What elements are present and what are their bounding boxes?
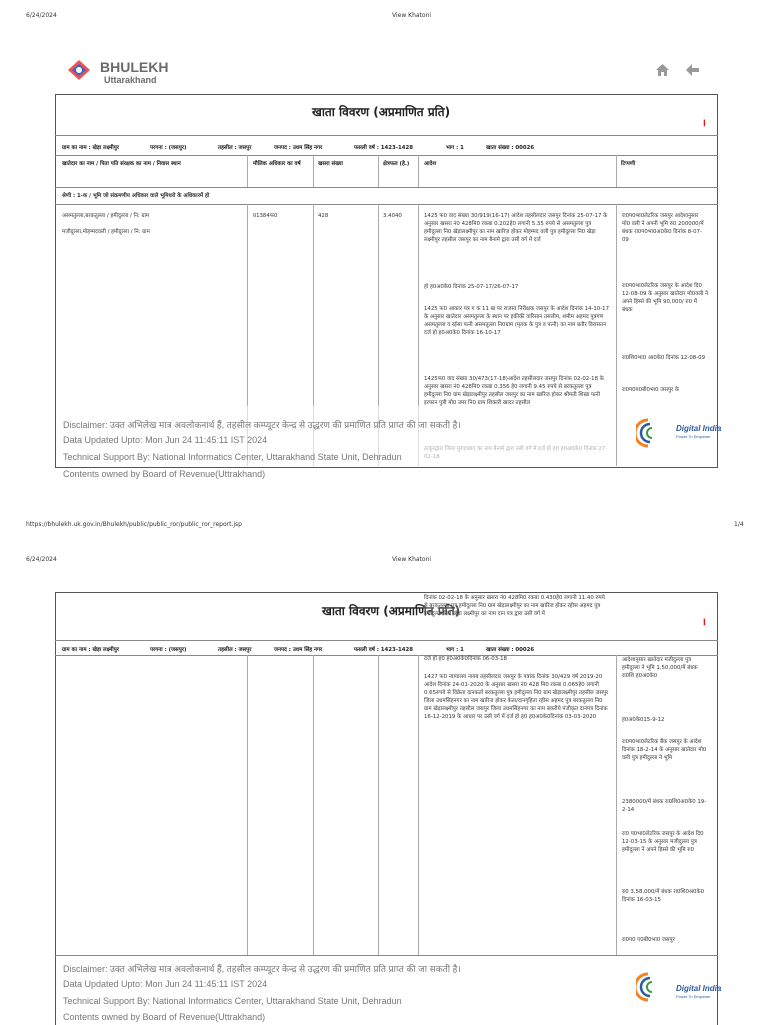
technical-support-2: Technical Support By: National Informatics Center, Uttarakhand State Unit, Dehradun	[63, 996, 402, 1006]
tehsil-2: तहसील : जसपुर	[218, 647, 252, 653]
digital-india-title: Digital India	[676, 424, 722, 433]
area-value: 3.4040	[383, 213, 402, 219]
order-1-tail: हो ह0अ0के0 दिनांक 25-07-17/26-07-17	[424, 284, 519, 290]
remark-4: रा0प0प0बी0भा0 जसपुर के	[622, 387, 680, 393]
data-updated: Data Updated Upto: Mon Jun 24 11:45:11 IST 2024	[63, 435, 268, 445]
technical-support: Technical Support By: National Informatics Center, Uttarakhand State Unit, Dehradun	[63, 452, 402, 462]
khasra-number: 428	[318, 213, 329, 219]
col-area: क्षेत्रफल (हे.)	[383, 161, 410, 167]
remark-2-6: रु0 3,58,000/में बंधक रा0शि0अ0के0 दिनांक 16-03-15	[622, 889, 705, 903]
logo-sub: Uttarakhand	[104, 75, 157, 85]
print-title-2: View Khatoni	[392, 556, 432, 563]
remark-2-1: आदेशानुसार खातेदार मजीदुल्ला पुत्र हमीदुल्ला ने भूमि 1,50,000/में बंधक रा0शि ह0अ0के0	[622, 657, 698, 679]
digital-india-title-2: Digital India	[676, 984, 722, 993]
order-1: 1425 फ0 वाद संख्या 30/919(16-17) आदेश तहसीलदार जसपुर दिनांक 25-07-17 के अनुसार खसरा नं0 428मि0 रकबा 0.202हे0 लगानी 5.35 रुपये से असमतुल्ला पुत्र हमीदुल्ला नि0 खेड़ालक्ष्मीपुर का नाम खारिज होकर मोहम्मद वली पुत्र हमीदुल्ला नि0 खेड़ा लक्ष्मीपुर तहसील जसपुर का नाम बैनामे द्वारा उसी वर्ग में दर्ज	[424, 213, 608, 243]
logo-name: BHULEKH	[100, 59, 169, 75]
remark-2-5: रा0 प0भा0लेटरिक जसपुर के आदेश दि0 12-03-15 के अनुसार मजीदुल्ला पुत्र हमीदुल्ला ने अपने हिस्से की भूमि रु0	[622, 831, 704, 853]
document-title-2: खाता विवरण (अप्रमाणित प्रति)	[322, 604, 461, 618]
fasli-year-2: फसली वर्ष : 1423-1428	[354, 647, 413, 653]
right-year: प्र1384फ0	[253, 213, 278, 219]
khata-number-2: खाता संख्या : 00026	[486, 647, 535, 653]
village-name-2: ग्राम का नाम : खेड़ा लक्ष्मीपुर	[62, 647, 119, 653]
village-name: ग्राम का नाम : खेड़ा लक्ष्मीपुर	[62, 145, 119, 151]
back-arrow-icon[interactable]	[686, 64, 699, 79]
red-mark-2: ।	[702, 617, 706, 628]
district-2: जनपद : उधम सिंह नगर	[274, 647, 323, 653]
overflow-order: दिनांक 02-02-18 के अनुसार खसरा नं0 428मि0 रकबा 0.430हे0 लगानी 11.40 रुपये से बरकतुल्ला पुत्र हमीदुल्ला नि0 ग्राम खेड़ालक्ष्मीपुर का नाम खारिज होकर रहीस अहमद पुत्र हमीदुल्ला नि0 खेड़ा लक्ष्मीपुर का नाम दान पत्र द्वारा उसी वर्ग में	[424, 594, 610, 618]
disclaimer-line: Disclaimer: उक्त अभिलेख मात्र अवलोकनार्थ हैं, तहसील कम्प्यूटर केन्द्र से उद्धरण की प्रमाणित प्रति प्राप्त की जा सकती है।	[63, 420, 461, 430]
col-right-year: मौलिक अधिकार का वर्ष	[253, 161, 301, 167]
col-khasra: खसरा संख्या	[318, 161, 343, 167]
remark-2-2: ह0अ0के015-9-12	[622, 717, 665, 723]
page-number: 1/4	[734, 521, 744, 528]
col-owner: खातेदार का नाम / पिता पति संरक्षक का नाम / निवास स्थान	[62, 161, 181, 167]
khata-table-2	[55, 592, 718, 1025]
part-2: भाग : 1	[446, 647, 464, 653]
footer-url: https://bhulekh.uk.gov.in/Bhulekh/public/public_ror/public_ror_report.jsp	[26, 521, 242, 528]
contents-owner-2: Contents owned by Board of Revenue(Uttrakhand)	[63, 1012, 266, 1022]
pargana: परगना : (जसपुर)	[150, 145, 187, 151]
digital-india-logo-icon	[636, 418, 660, 452]
digital-india-sub-2: Power To Empower	[676, 994, 711, 999]
order-2: 1425 फ0 आकार पत्र ग क 11 ख पर राजस्व निरीक्षक जसपुर के आदेश दिनांक 14-10-17 के अनुसार खातेदार असमतुल्ला के स्थान पर हकीकी वारिसान तसलीम, शमीम अहमद पुत्रगण असमतुल्ला व रईसा पत्नी असमतुल्ला नि0ग्राम (मृतक के पुत्र व पत्नी) का नाम बतौर विरासतन दर्ज हो ह0अ0के0 दिनांक 16-10-17	[424, 306, 610, 336]
remark-2-3: रा0प0भा0लेटरिक बैंक जसपुर के आदेश दिनांक 18-2-14 के अनुसार खातेदार मो0 वली पुत्र हमीदुल्ला ने भूमि	[622, 739, 707, 761]
col-remarks: टिप्पणी	[621, 161, 636, 167]
bhulekh-logo-icon	[66, 58, 92, 84]
remark-2: रा0प0भा0लेटरिक जसपुर के आदेश दि0 12-08-09 के अनुसार खातेदार मो0वली ने अपने हिस्से की भूमि 90,000/ रु0 में बंधक	[622, 283, 708, 313]
tehsil: तहसील : जसपुर	[218, 145, 252, 151]
order-3: 1425फ0 वाद संख्या 30/473(17-18)आदेश तहसीलदार जसपुर दिनांक 02-02-18 के अनुसार खसरा नं0 428मि0 रकबा 0.356 हे0 लगानी 9.45 रुपये से बरकतुल्ला पुत्र हमीदुल्ला नि0 ग्राम खेड़ालक्ष्मीपुर तहसील जसपुर का नाम खारिज होकर श्रीमती शिखा पत्नी इरफान पुत्री मो0 उमर नि0 ग्राम शिकारी खादर तहसील	[424, 376, 604, 406]
col-orders: आदेश	[424, 161, 437, 167]
home-icon[interactable]	[656, 64, 669, 79]
order-4: 1427 फ0 न्यायालय नायब तहसीलदार जसपुर के पत्रांक दिनांक 30/429 वर्ष 2019-20 आदेश दिनांक 24-01-2020 के अनुसार खसरा नं0 428 मि0 रकबा 0.065हे0 लगानी 0.65रुपये से विक्रेता दानकर्ता बरकतुल्ला पुत्र हमीदुल्ला नि0 ग्राम खेड़ालक्ष्मीपुर तहसील जसपुर जिला उधमसिंहनगर का नाम खारिज होकर केता/दानगृहिता रहीस अहमद पुत्र बरकतुल्ला नि0 ग्राम खेड़ालक्ष्मीपुर तहसील जसपुर जिला उधमसिंहनगर का नाम बकरीये पंजीकृत दानपत्र दिनांक 16-12-2019 के आधार पर उसी वर्ग में दर्ज हो ह0 ह0अ0के0दिनांक 03-03-2020	[424, 674, 609, 720]
data-updated-2: Data Updated Upto: Mon Jun 24 11:45:11 IST 2024	[63, 979, 268, 989]
remark-1: रा0प0भा0लेटरिक जसपुर आदेशानुसार मो0 वली ने अपनी भूमि रु0 200000/में बंधक रा0प0भा0अ0के0 दिनांक 8-07-09	[622, 213, 704, 243]
red-mark: ।	[702, 118, 706, 129]
digital-india-sub: Power To Empower	[676, 434, 711, 439]
print-date: 6/24/2024	[26, 12, 57, 19]
khata-number: खाता संख्या : 00026	[486, 145, 535, 151]
category-row: श्रेणी : 1-क / भूमि जो संक्रमणीय अधिकार वाले भूमिधरो के अधिकारमें हो	[62, 193, 210, 199]
pargana-2: परगना : (जसपुर)	[150, 647, 187, 653]
digital-india-logo-icon-2	[636, 972, 660, 1006]
remark-2-4: 2380000/में बंधक रा0शि0अ0के0 19-2-14	[622, 799, 707, 813]
overflow-order-tail: दर्ज हो ह0 ह0अ0के0दिनांक 06-03-18	[424, 656, 507, 662]
remark-2-7: रा0प0 ए0बी0भा0 जसपुर	[622, 937, 675, 943]
print-title: View Khatoni	[392, 12, 432, 19]
owner-line-2: मजीदुल्ला,मोहम्मदवली / हमीदुल्ला / नि: ग्राम	[62, 229, 150, 235]
remark-3: रा0शि0भा0 आ0के0 दिनांक 12-08-09	[622, 355, 706, 361]
district: जनपद : उधम सिंह नगर	[274, 145, 323, 151]
fasli-year: फसली वर्ष : 1423-1428	[354, 145, 413, 151]
owner-line-1: असमतुल्ला,बरकतुल्ला / हमीदुल्ला / नि: ग्राम	[62, 213, 150, 219]
contents-owner: Contents owned by Board of Revenue(Uttrakhand)	[63, 469, 266, 479]
disclaimer-line-2: Disclaimer: उक्त अभिलेख मात्र अवलोकनार्थ हैं, तहसील कम्प्यूटर केन्द्र से उद्धरण की प्रमाणित प्रति प्राप्त की जा सकती है।	[63, 964, 461, 974]
document-title: खाता विवरण (अप्रमाणित प्रति)	[312, 105, 451, 119]
part: भाग : 1	[446, 145, 464, 151]
print-date-2: 6/24/2024	[26, 556, 57, 563]
